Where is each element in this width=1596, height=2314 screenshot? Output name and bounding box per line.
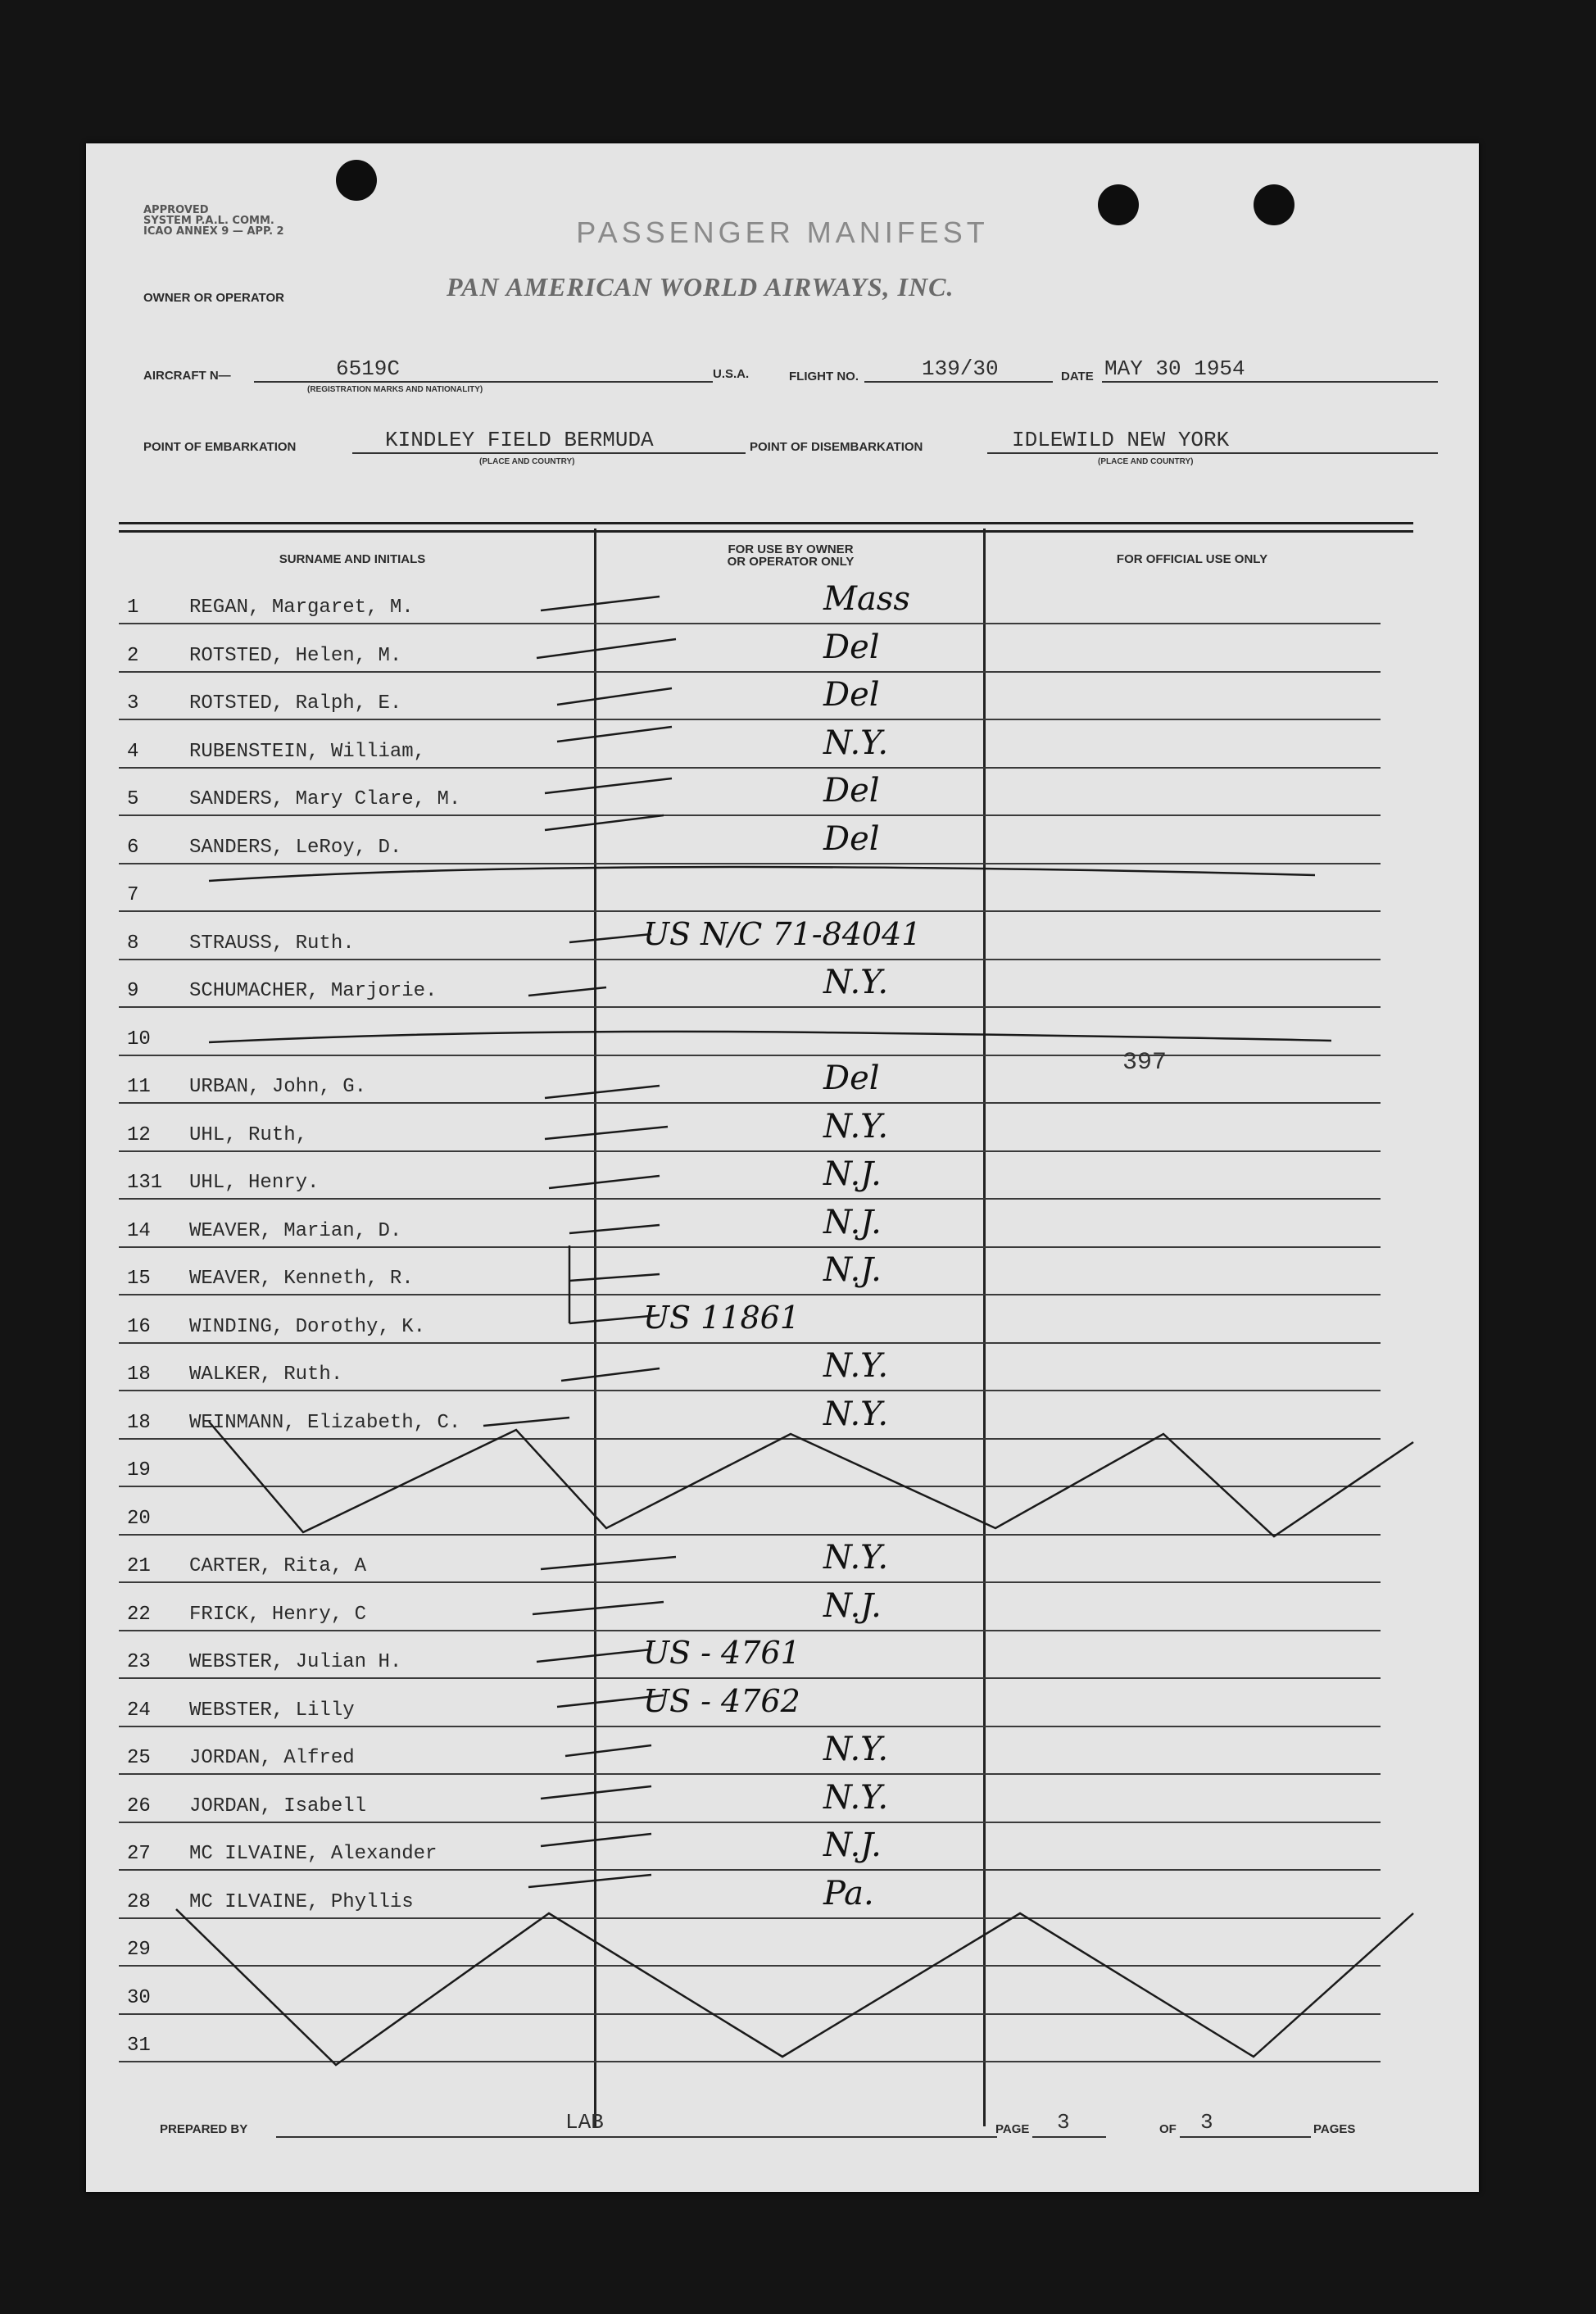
- col-header-names: SURNAME AND INITIALS: [279, 552, 426, 566]
- col-header-owner: FOR USE BY OWNER OR OPERATOR ONLY: [727, 542, 855, 569]
- strike-line: [209, 1032, 1331, 1042]
- tick-mark: [528, 1875, 651, 1887]
- passenger-name: RUBENSTEIN, William,: [189, 740, 426, 763]
- tick-mark: [545, 778, 672, 793]
- of-label: OF: [1159, 2122, 1177, 2136]
- row-number: 10: [127, 1028, 151, 1050]
- operator-name: PAN AMERICAN WORLD AIRWAYS, INC.: [447, 272, 954, 302]
- passenger-name: WEAVER, Marian, D.: [189, 1219, 402, 1242]
- row-number: 25: [127, 1747, 151, 1769]
- row-number: 30: [127, 1986, 151, 2009]
- operator-note: Del: [823, 676, 880, 714]
- tick-mark: [533, 1602, 664, 1614]
- tick-mark: [561, 1368, 660, 1381]
- passenger-name: URBAN, John, G.: [189, 1076, 367, 1098]
- strike-line: [209, 867, 1315, 881]
- disembark-value: IDLEWILD NEW YORK: [1012, 428, 1230, 452]
- tick-mark: [545, 1127, 668, 1139]
- row-number: 31: [127, 2035, 151, 2057]
- tick-mark: [557, 688, 672, 705]
- tick-mark: [537, 639, 676, 658]
- row-number: 12: [127, 1123, 151, 1146]
- operator-note: US - 4761: [643, 1635, 800, 1671]
- row-number: 29: [127, 1939, 151, 1961]
- tick-mark: [569, 1274, 660, 1281]
- page-label: PAGE: [995, 2122, 1030, 2136]
- operator-note: N.J.: [823, 1586, 882, 1625]
- passenger-name: UHL, Ruth,: [189, 1123, 308, 1146]
- operator-note: Mass: [823, 580, 910, 618]
- operator-note: Del: [823, 628, 880, 666]
- row-number: 2: [127, 644, 139, 667]
- row-number: 26: [127, 1794, 151, 1817]
- operator-note: N.Y.: [823, 1107, 889, 1146]
- row-number: 18: [127, 1363, 151, 1386]
- cancel-zigzag: [176, 1909, 1413, 2065]
- passenger-name: WEBSTER, Julian H.: [189, 1651, 402, 1673]
- operator-note: N.J.: [823, 1251, 882, 1289]
- embark-caption: (PLACE AND COUNTRY): [479, 457, 575, 466]
- date-label: DATE: [1061, 370, 1094, 383]
- aircraft-caption: (REGISTRATION MARKS AND NATIONALITY): [307, 385, 483, 394]
- tick-mark: [569, 934, 651, 942]
- passenger-name: ROTSTED, Ralph, E.: [189, 692, 402, 715]
- operator-note: N.J.: [823, 1203, 882, 1241]
- tick-mark: [565, 1745, 651, 1756]
- operator-note: US N/C 71-84041: [643, 915, 922, 952]
- approval-stamp: APPROVED SYSTEM P.A.L. COMM. ICAO ANNEX 9 — APP. 2: [143, 204, 284, 238]
- flight-value: 139/30: [922, 356, 999, 381]
- row-number: 1: [127, 597, 139, 619]
- disembark-label: POINT OF DISEMBARKATION: [750, 440, 923, 454]
- passenger-name: REGAN, Margaret, M.: [189, 597, 414, 619]
- passenger-name: WEINMANN, Elizabeth, C.: [189, 1411, 461, 1434]
- cancel-zigzag: [209, 1422, 1413, 1536]
- row-number: 5: [127, 788, 139, 810]
- passenger-name: CARTER, Rita, A: [189, 1555, 367, 1577]
- tick-mark: [545, 1086, 660, 1098]
- embark-label: POINT OF EMBARKATION: [143, 440, 297, 454]
- of-underline: [1180, 2136, 1311, 2138]
- prepared-underline: [276, 2136, 997, 2138]
- passenger-name: SANDERS, Mary Clare, M.: [189, 788, 461, 810]
- page-value: 3: [1057, 2110, 1070, 2135]
- row-number: 11: [127, 1076, 151, 1098]
- row-number: 4: [127, 740, 139, 763]
- row-number: 3: [127, 692, 139, 715]
- handwritten-marks: [86, 143, 1479, 2192]
- row-number: 27: [127, 1843, 151, 1865]
- row-number: 16: [127, 1315, 151, 1338]
- passenger-name: MC ILVAINE, Alexander: [189, 1843, 438, 1865]
- pages-label: PAGES: [1313, 2122, 1356, 2136]
- row-number: 24: [127, 1699, 151, 1722]
- prepared-value: LAB: [565, 2110, 604, 2135]
- operator-note: Del: [823, 1059, 880, 1097]
- passenger-name: WEAVER, Kenneth, R.: [189, 1268, 414, 1290]
- row-number: 23: [127, 1651, 151, 1673]
- tick-mark: [569, 1315, 660, 1323]
- row-number: 14: [127, 1219, 151, 1242]
- owner-label: OWNER OR OPERATOR: [143, 291, 284, 305]
- operator-note: Pa.: [823, 1874, 874, 1912]
- tick-mark: [545, 815, 664, 830]
- page-underline: [1032, 2136, 1106, 2138]
- operator-note: N.Y.: [823, 964, 889, 1001]
- passenger-name: UHL, Henry.: [189, 1172, 320, 1194]
- manifest-sheet: [86, 143, 1479, 2192]
- passenger-name: JORDAN, Alfred: [189, 1747, 355, 1769]
- operator-note: US 11861: [643, 1299, 800, 1336]
- row-number: 21: [127, 1555, 151, 1577]
- operator-note: N.J.: [823, 1155, 882, 1193]
- passenger-name: FRICK, Henry, C: [189, 1603, 367, 1626]
- passenger-name: WALKER, Ruth.: [189, 1363, 343, 1386]
- usa-label: U.S.A.: [713, 367, 750, 381]
- col-header-official: FOR OFFICIAL USE ONLY: [1116, 552, 1268, 566]
- row-number: 8: [127, 932, 139, 955]
- row-number: 15: [127, 1268, 151, 1290]
- passenger-name: WINDING, Dorothy, K.: [189, 1315, 426, 1338]
- operator-note: N.Y.: [823, 1395, 889, 1433]
- row-number: 28: [127, 1890, 151, 1913]
- tick-mark: [549, 1176, 660, 1188]
- tick-mark: [528, 987, 606, 996]
- operator-note: N.Y.: [823, 724, 889, 762]
- embark-value: KINDLEY FIELD BERMUDA: [385, 428, 654, 452]
- flight-label: FLIGHT NO.: [789, 370, 859, 383]
- tick-mark: [483, 1418, 569, 1426]
- aircraft-value: 6519C: [336, 356, 401, 381]
- tick-mark: [569, 1225, 660, 1233]
- row-number: 9: [127, 980, 139, 1002]
- of-value: 3: [1200, 2110, 1213, 2135]
- row-number: 19: [127, 1459, 151, 1481]
- row-number: 7: [127, 884, 139, 906]
- operator-note: US - 4762: [643, 1682, 800, 1719]
- passenger-name: JORDAN, Isabell: [189, 1794, 367, 1817]
- passenger-name: WEBSTER, Lilly: [189, 1699, 355, 1722]
- row-number: 6: [127, 836, 139, 859]
- passenger-name: STRAUSS, Ruth.: [189, 932, 355, 955]
- operator-note: N.Y.: [823, 1778, 889, 1817]
- passenger-name: ROTSTED, Helen, M.: [189, 644, 402, 667]
- prepared-label: PREPARED BY: [160, 2122, 248, 2136]
- operator-note: N.J.: [823, 1826, 882, 1864]
- tick-mark: [541, 1834, 651, 1846]
- passenger-name: MC ILVAINE, Phyllis: [189, 1890, 414, 1913]
- operator-note: Del: [823, 819, 880, 858]
- row-number: 20: [127, 1507, 151, 1530]
- row-number: 131: [127, 1172, 163, 1194]
- operator-note: Del: [823, 772, 880, 810]
- tick-mark: [537, 1649, 651, 1662]
- operator-note: N.Y.: [823, 1731, 889, 1768]
- official-note: 397: [1122, 1049, 1168, 1077]
- row-number: 22: [127, 1603, 151, 1626]
- tick-mark: [541, 1557, 676, 1569]
- operator-note: N.Y.: [823, 1347, 889, 1385]
- passenger-name: SCHUMACHER, Marjorie.: [189, 980, 438, 1002]
- row-number: 18: [127, 1411, 151, 1434]
- tick-mark: [541, 1786, 651, 1799]
- tick-mark: [557, 1695, 664, 1707]
- form-title: PASSENGER MANIFEST: [576, 216, 989, 249]
- tick-mark: [541, 597, 660, 610]
- aircraft-label: AIRCRAFT N—: [143, 369, 231, 383]
- date-value: MAY 30 1954: [1104, 356, 1245, 381]
- disembark-caption: (PLACE AND COUNTRY): [1098, 457, 1194, 466]
- passenger-name: SANDERS, LeRoy, D.: [189, 836, 402, 859]
- operator-note: N.Y.: [823, 1539, 889, 1577]
- tick-mark: [557, 727, 672, 742]
